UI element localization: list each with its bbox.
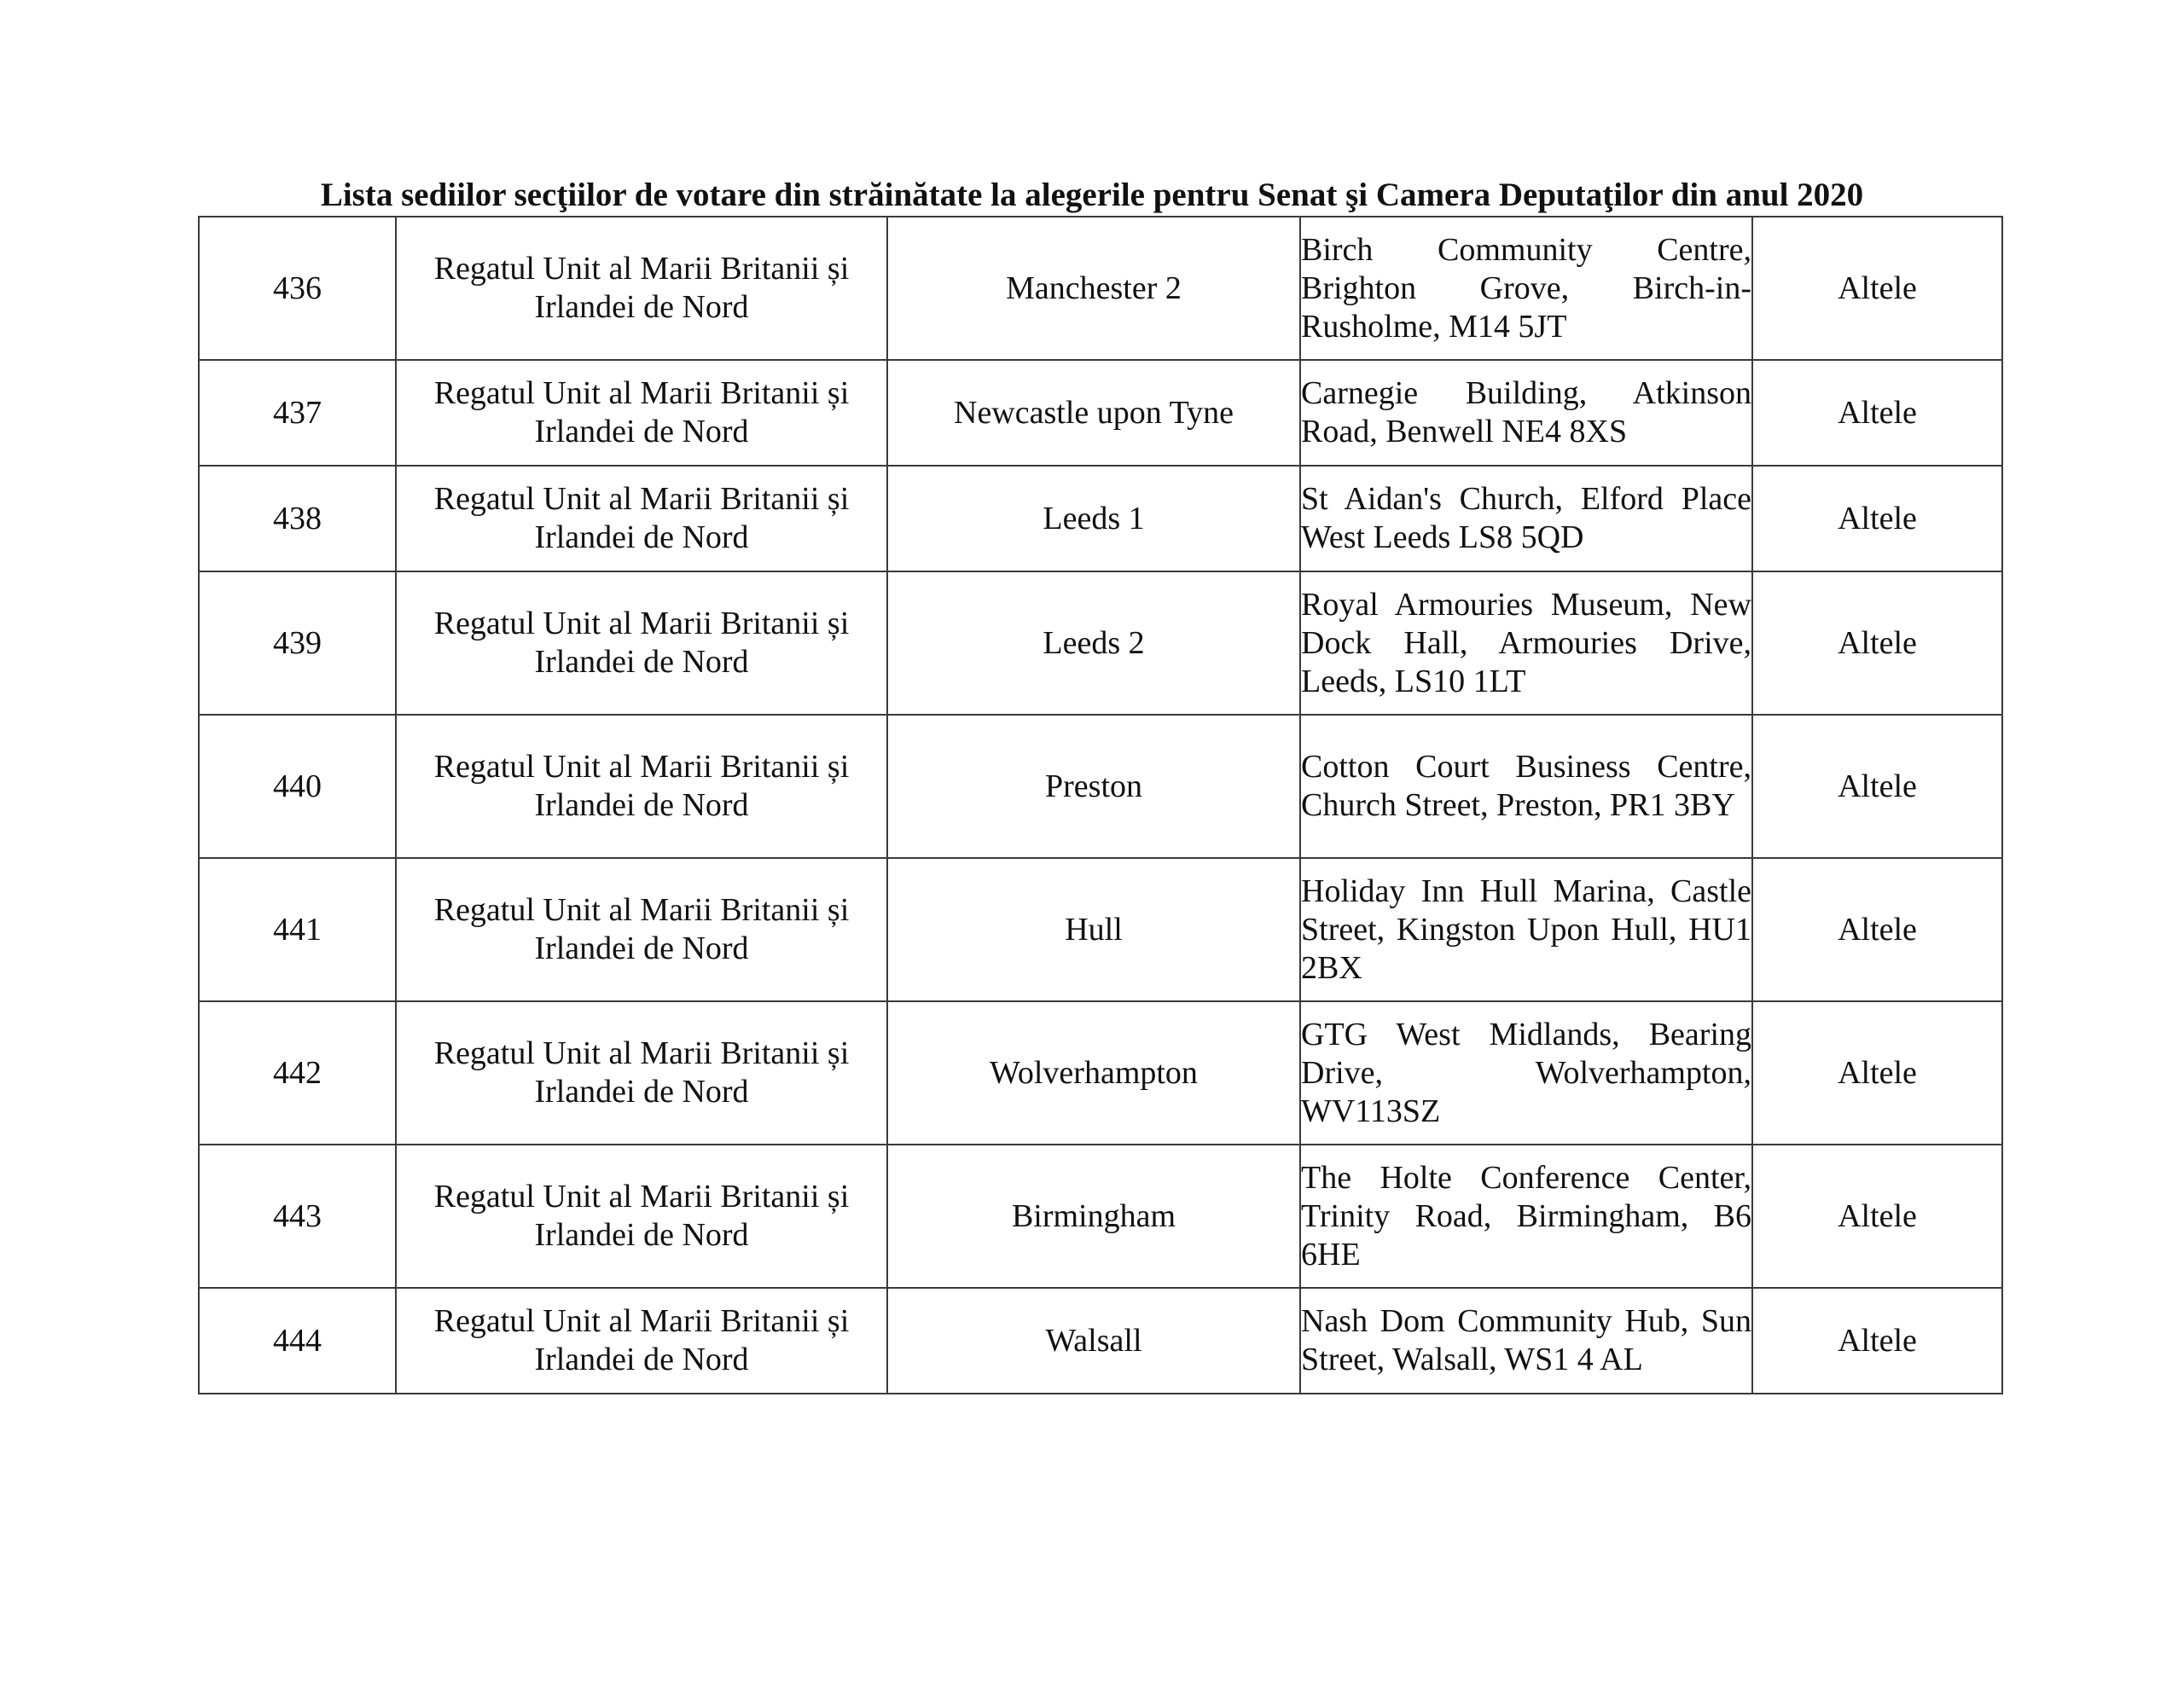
address-cell: Birch Community Centre, Brighton Grove, Birch-in-Rusholme, M14 5JT [1300,217,1752,360]
table-row [199,217,2002,360]
table-row [199,571,2002,715]
venue-type-cell: Altele [1752,360,2002,466]
table-row [199,1145,2002,1288]
address-cell: St Aidan's Church, Elford Place West Leeds LS8 5QD [1300,466,1752,571]
section-number-cell: 437 [199,360,396,466]
table-row [199,466,2002,571]
locality-cell: Preston [887,715,1300,858]
country-cell: Regatul Unit al Marii Britanii și Irlandei de Nord [396,1288,887,1394]
locality-cell: Leeds 2 [887,571,1300,715]
locality-cell: Leeds 1 [887,466,1300,571]
venue-type-cell: Altele [1752,217,2002,360]
country-cell: Regatul Unit al Marii Britanii și Irlandei de Nord [396,858,887,1001]
venue-type-cell: Altele [1752,715,2002,858]
country-cell: Regatul Unit al Marii Britanii și Irlandei de Nord [396,1001,887,1145]
address-cell: Carnegie Building, Atkinson Road, Benwell NE4 8XS [1300,360,1752,466]
section-number-cell: 436 [199,217,396,360]
country-cell: Regatul Unit al Marii Britanii și Irlandei de Nord [396,360,887,466]
country-cell: Regatul Unit al Marii Britanii și Irlandei de Nord [396,715,887,858]
page-title: Lista sediilor secţiilor de votare din străinătate la alegerile pentru Senat şi Camera Deputaţilor din anul 2020 [320,177,1864,213]
venue-type-cell: Altele [1752,466,2002,571]
table-row [199,1001,2002,1145]
venue-type-cell: Altele [1752,571,2002,715]
table-row [199,715,2002,858]
section-number-cell: 438 [199,466,396,571]
venue-type-cell: Altele [1752,1145,2002,1288]
section-number-cell: 442 [199,1001,396,1145]
locality-cell: Walsall [887,1288,1300,1394]
locality-cell: Wolverhampton [887,1001,1300,1145]
section-number-cell: 444 [199,1288,396,1394]
address-cell: Holiday Inn Hull Marina, Castle Street, Kingston Upon Hull, HU1 2BX [1300,858,1752,1001]
section-number-cell: 440 [199,715,396,858]
locality-cell: Manchester 2 [887,217,1300,360]
table-row [199,858,2002,1001]
address-cell: Cotton Court Business Centre, Church Street, Preston, PR1 3BY [1300,715,1752,858]
locality-cell: Birmingham [887,1145,1300,1288]
country-cell: Regatul Unit al Marii Britanii și Irlandei de Nord [396,1145,887,1288]
venue-type-cell: Altele [1752,1288,2002,1394]
address-cell: GTG West Midlands, Bearing Drive, Wolverhampton, WV113SZ [1300,1001,1752,1145]
country-cell: Regatul Unit al Marii Britanii și Irlandei de Nord [396,466,887,571]
country-cell: Regatul Unit al Marii Britanii și Irlandei de Nord [396,571,887,715]
country-cell: Regatul Unit al Marii Britanii și Irlandei de Nord [396,217,887,360]
section-number-cell: 441 [199,858,396,1001]
venue-type-cell: Altele [1752,1001,2002,1145]
address-cell: Royal Armouries Museum, New Dock Hall, Armouries Drive, Leeds, LS10 1LT [1300,571,1752,715]
section-number-cell: 439 [199,571,396,715]
section-number-cell: 443 [199,1145,396,1288]
locality-cell: Hull [887,858,1300,1001]
locality-cell: Newcastle upon Tyne [887,360,1300,466]
address-cell: Nash Dom Community Hub, Sun Street, Walsall, WS1 4 AL [1300,1288,1752,1394]
table-row [199,360,2002,466]
address-cell: The Holte Conference Center, Trinity Road, Birmingham, B6 6HE [1300,1145,1752,1288]
venue-type-cell: Altele [1752,858,2002,1001]
polling-stations-table [198,216,2003,1394]
table-row [199,1288,2002,1394]
